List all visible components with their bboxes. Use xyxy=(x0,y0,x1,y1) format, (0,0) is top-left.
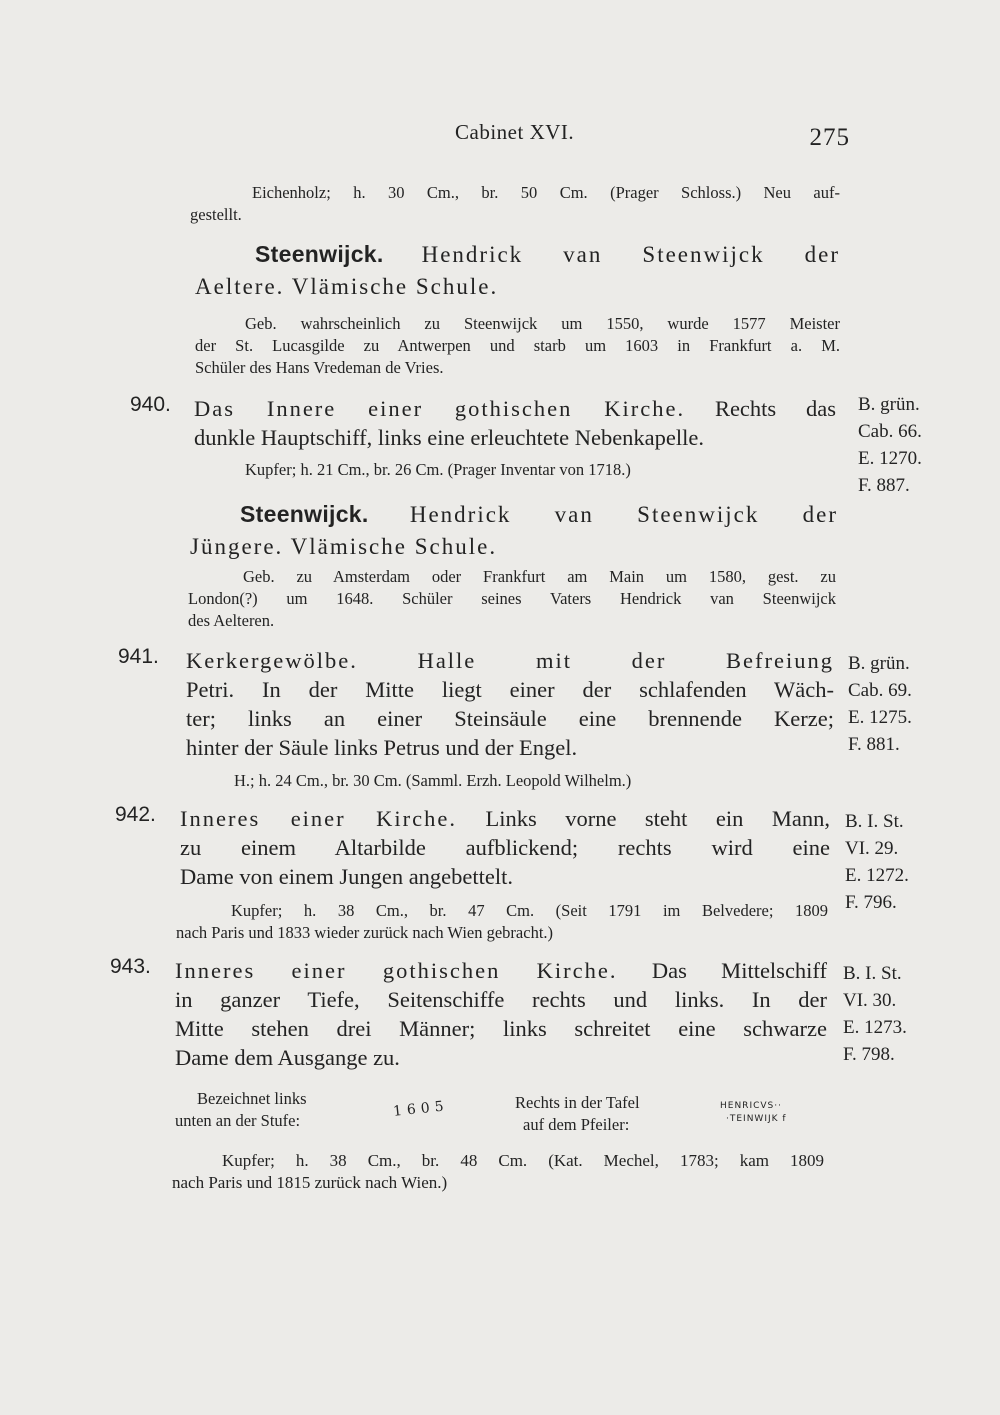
bio-line-3: Schüler des Hans Vredeman de Vries. xyxy=(195,358,444,377)
entry-title-line-4: hinter der Säule links Petrus und der Engel. xyxy=(186,735,578,760)
entry-941-references xyxy=(848,650,912,758)
entry-title-rest: Das Mittelschiff xyxy=(651,958,828,983)
entry-title-line-4: Dame dem Ausgange zu. xyxy=(175,1045,400,1070)
reference-e-number: E. 1275. xyxy=(848,707,912,728)
entry-title-line-3: Mitte stehen drei Männer; links schreitet eine schwarze xyxy=(175,1016,827,1041)
entry-number: 941. xyxy=(118,645,159,668)
reference-f-number: F. 796. xyxy=(845,892,897,913)
reference-room: B. I. St. xyxy=(845,811,904,832)
entry-title-line-2: in ganzer Tiefe, Seitenschiffe rechts und links. In der xyxy=(175,987,827,1012)
entry-number: 943. xyxy=(110,955,151,978)
entry-942-details xyxy=(176,900,828,944)
reference-cabinet: VI. 30. xyxy=(843,990,897,1011)
entry-number: 942. xyxy=(115,803,156,826)
continuation-line-1: Eichenholz; h. 30 Cm., br. 50 Cm. (Prager Schloss.) Neu auf- xyxy=(252,183,840,202)
bio-line-1: Geb. wahrscheinlich zu Steenwijck um 1550, wurde 1577 Meister xyxy=(245,314,840,333)
signature-line-2: ·TEINWIJK f xyxy=(726,1114,787,1124)
reference-e-number: E. 1270. xyxy=(858,448,922,469)
details-line-2: nach Paris und 1815 zurück nach Wien.) xyxy=(172,1173,448,1192)
entry-title-line-2: zu einem Altarbilde aufblickend; rechts wird eine xyxy=(180,835,830,860)
bio-line-2: London(?) um 1648. Schüler seines Vaters Hendrick van Steenwijck xyxy=(188,589,836,608)
entry-940-title xyxy=(194,394,836,452)
entry-title-line-1: Kerkergewölbe. Halle mit der Befreiung xyxy=(186,648,834,673)
running-head: Cabinet XVI. xyxy=(455,120,575,144)
bio-line-2: der St. Lucasgilde zu Antwerpen und starb um 1603 in Frankfurt a. M. xyxy=(195,336,840,355)
entry-942-title xyxy=(180,804,830,891)
entry-title-line-2: Petri. In der Mitte liegt einer der schlafenden Wäch- xyxy=(186,677,834,702)
artist-full-name: Hendrick van Steenwijck der xyxy=(409,502,838,527)
details-line-1: Kupfer; h. 38 Cm., br. 48 Cm. (Kat. Mechel, 1783; kam 1809 xyxy=(222,1151,824,1170)
entry-title-rest: Rechts das xyxy=(714,396,837,421)
entry-title-line-3: ter; links an einer Steinsäule eine brennende Kerze; xyxy=(186,706,834,731)
entry-943-title xyxy=(175,956,827,1072)
signature-left-line-2: unten an der Stufe: xyxy=(175,1111,301,1130)
details-line-1: Kupfer; h. 38 Cm., br. 47 Cm. (Seit 1791 im Belvedere; 1809 xyxy=(231,901,828,920)
entry-940-references xyxy=(858,391,922,499)
reference-cabinet: Cab. 69. xyxy=(848,680,912,701)
artist-name: Steenwijck. xyxy=(240,501,369,527)
entry-title-line-3: Dame von einem Jungen angebettelt. xyxy=(180,864,514,889)
artist-heading-younger xyxy=(190,498,838,563)
signature-right-line-1: Rechts in der Tafel xyxy=(515,1093,640,1112)
entry-941-details: H.; h. 24 Cm., br. 30 Cm. (Samml. Erzh. Leopold Wilhelm.) xyxy=(234,771,632,790)
signature-location-right xyxy=(515,1092,640,1136)
artist-name: Steenwijck. xyxy=(255,241,384,267)
artist-school: Jüngere. Vlämische Schule. xyxy=(190,534,498,559)
artist-signature-inscription xyxy=(720,1100,787,1126)
page-number: 275 xyxy=(809,124,850,151)
reference-cabinet: Cab. 66. xyxy=(858,421,922,442)
entry-943-details xyxy=(172,1150,824,1194)
entry-942-references xyxy=(845,808,909,916)
signature-left-line-1: Bezeichnet links xyxy=(197,1089,307,1108)
reference-e-number: E. 1272. xyxy=(845,865,909,886)
signature-right-line-2: auf dem Pfeiler: xyxy=(523,1115,630,1134)
artist-biography-elder xyxy=(195,313,840,379)
signature-date-inscription: 1605 xyxy=(392,1098,450,1120)
previous-entry-continuation xyxy=(190,182,840,226)
reference-f-number: F. 798. xyxy=(843,1044,895,1065)
continuation-line-2: gestellt. xyxy=(190,205,242,224)
details-line-2: nach Paris und 1833 wieder zurück nach Wien gebracht.) xyxy=(176,923,554,942)
reference-room: B. I. St. xyxy=(843,963,902,984)
entry-number: 940. xyxy=(130,393,171,416)
signature-line-1: HENRICVS·· xyxy=(720,1101,782,1111)
entry-title-spaced: Das Innere einer gothischen Kirche. xyxy=(194,396,686,421)
reference-room: B. grün. xyxy=(858,394,920,415)
entry-title-rest: Links vorne steht ein Mann, xyxy=(485,806,830,831)
entry-943-references xyxy=(843,960,907,1068)
reference-f-number: F. 881. xyxy=(848,734,900,755)
reference-f-number: F. 887. xyxy=(858,475,910,496)
entry-title-spaced: Inneres einer gothischen Kirche. xyxy=(175,958,618,983)
reference-room: B. grün. xyxy=(848,653,910,674)
artist-biography-younger xyxy=(188,566,836,632)
entry-940-details: Kupfer; h. 21 Cm., br. 26 Cm. (Prager Inventar von 1718.) xyxy=(245,460,631,479)
bio-line-3: des Aelteren. xyxy=(188,611,275,630)
entry-941-title xyxy=(186,646,834,762)
entry-title-spaced: Inneres einer Kirche. xyxy=(180,806,457,831)
reference-cabinet: VI. 29. xyxy=(845,838,899,859)
bio-line-1: Geb. zu Amsterdam oder Frankfurt am Main um 1580, gest. zu xyxy=(243,567,836,586)
artist-full-name: Hendrick van Steenwijck der xyxy=(421,242,840,267)
page-header xyxy=(170,120,850,156)
signature-location-left xyxy=(175,1088,307,1132)
artist-school: Aeltere. Vlämische Schule. xyxy=(195,274,499,299)
artist-heading-elder xyxy=(195,238,840,303)
entry-title-line-2: dunkle Hauptschiff, links eine erleuchtete Nebenkapelle. xyxy=(194,425,705,450)
reference-e-number: E. 1273. xyxy=(843,1017,907,1038)
